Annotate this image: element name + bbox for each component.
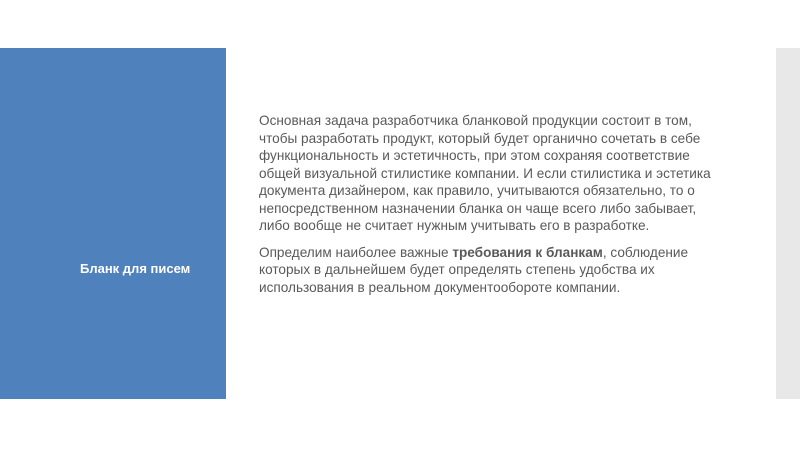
slide-title: Бланк для писем (80, 261, 191, 276)
paragraph-2-bold-text: требования к бланкам (452, 244, 603, 260)
paragraph-2-text-end: , соблюдение которых в дальнейшем будет определять степень удобства их использования в реальном документообороте компании. (259, 244, 689, 295)
title-panel (0, 48, 226, 399)
right-decorative-bar (776, 48, 800, 399)
slide-body (259, 112, 729, 296)
body-paragraph-1: Основная задача разработчика бланковой продукции состоит в том, чтобы разработать продукт, который будет органично сочетать в себе функциональность и эстетичность, при этом сохраняя соответствие общей визуальной стилистике компании. И если стилистика и эстетика документа дизайнером, как правило, учитываются обязательно, то о непосредственном назначении бланка он чаще всего либо забывает, либо вообще не считает нужным учитывать его в разработке. (259, 113, 711, 233)
paragraph-2-text-start: Определим наиболее важные (259, 244, 453, 260)
body-paragraph-2 (259, 244, 729, 297)
